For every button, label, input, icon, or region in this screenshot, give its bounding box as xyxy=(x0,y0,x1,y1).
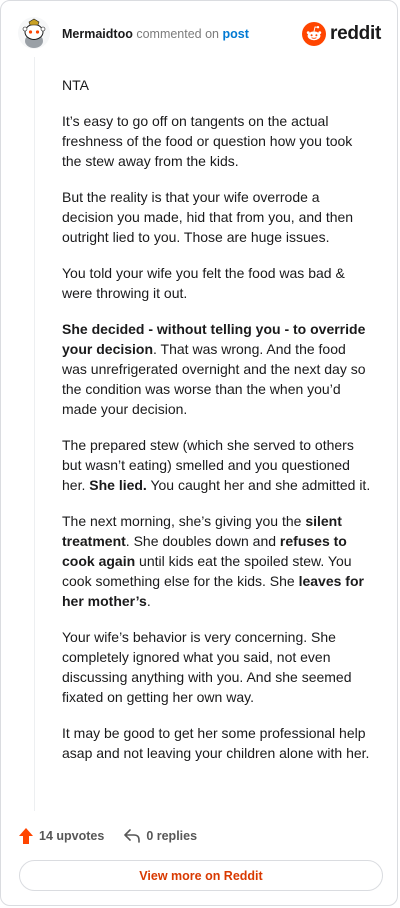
avatar[interactable] xyxy=(18,17,50,49)
text-run: It may be good to get her some professional help asap and not leaving your children alone with her. xyxy=(62,725,370,761)
comment-paragraph xyxy=(62,111,374,171)
comment-paragraph xyxy=(62,319,374,419)
text-run: . She doubles down and xyxy=(125,533,280,549)
upvote-arrow-icon xyxy=(19,828,33,844)
text-run: . xyxy=(146,593,151,609)
comment-paragraph xyxy=(62,187,374,247)
bold-text: She decided - without telling you - to override your decision xyxy=(62,321,366,357)
replies-button[interactable] xyxy=(124,829,197,843)
view-more-button[interactable]: View more on Reddit xyxy=(19,860,383,891)
text-run: Your wife’s behavior is very concerning. She completely ignored what you said, not even discussing anything with you. And she seemed fixated on getting her own way. xyxy=(62,629,352,705)
comment-meta xyxy=(62,27,249,41)
text-run: NTA xyxy=(62,77,89,93)
upvote-button[interactable] xyxy=(19,828,104,844)
comment-paragraph xyxy=(62,511,374,611)
comment-paragraph xyxy=(62,627,374,707)
comment-paragraph xyxy=(62,75,374,95)
comment-body xyxy=(62,75,374,779)
commented-on-text: commented on xyxy=(136,27,220,41)
comment-paragraph xyxy=(62,723,374,763)
bold-text: She lied. xyxy=(89,477,147,493)
reddit-logo-icon xyxy=(302,22,326,46)
comment-paragraph xyxy=(62,263,374,303)
text-run: You told your wife you felt the food was bad & were throwing it out. xyxy=(62,265,345,301)
bold-text: refuses to cook again xyxy=(62,533,347,569)
username-link[interactable]: Mermaidtoo xyxy=(62,27,133,41)
reddit-wordmark: reddit xyxy=(330,23,381,44)
comment-footer xyxy=(19,827,379,845)
text-run: You caught her and she admitted it. xyxy=(146,477,371,493)
reddit-brand[interactable] xyxy=(302,21,381,47)
text-run: . That was wrong. And the food was unrefrigerated overnight and the next day so the condition was worse than the when you’d made your decision. xyxy=(62,341,366,417)
thread-line xyxy=(34,57,35,811)
reply-arrow-icon xyxy=(124,829,140,843)
comment-paragraph xyxy=(62,435,374,495)
text-run: The next morning, she’s giving you the xyxy=(62,513,306,529)
text-run: But the reality is that your wife overrode a decision you made, hid that from you, and then outright lied to you. Those are huge issues. xyxy=(62,189,354,245)
post-link[interactable]: post xyxy=(222,27,249,41)
bold-text: silent treatment xyxy=(62,513,342,549)
comment-header xyxy=(18,17,381,51)
text-run: The prepared stew (which she served to others but wasn’t eating) smelled and you questioned her. xyxy=(62,437,354,493)
text-run: It’s easy to go off on tangents on the actual freshness of the food or question how you took the stew away from the kids. xyxy=(62,113,353,169)
upvote-count: 14 upvotes xyxy=(39,829,105,843)
text-run: until kids eat the spoiled stew. You cook something else for the kids. She xyxy=(62,553,352,589)
replies-count: 0 replies xyxy=(146,829,198,843)
bold-text: leaves for her mother’s xyxy=(62,573,364,609)
